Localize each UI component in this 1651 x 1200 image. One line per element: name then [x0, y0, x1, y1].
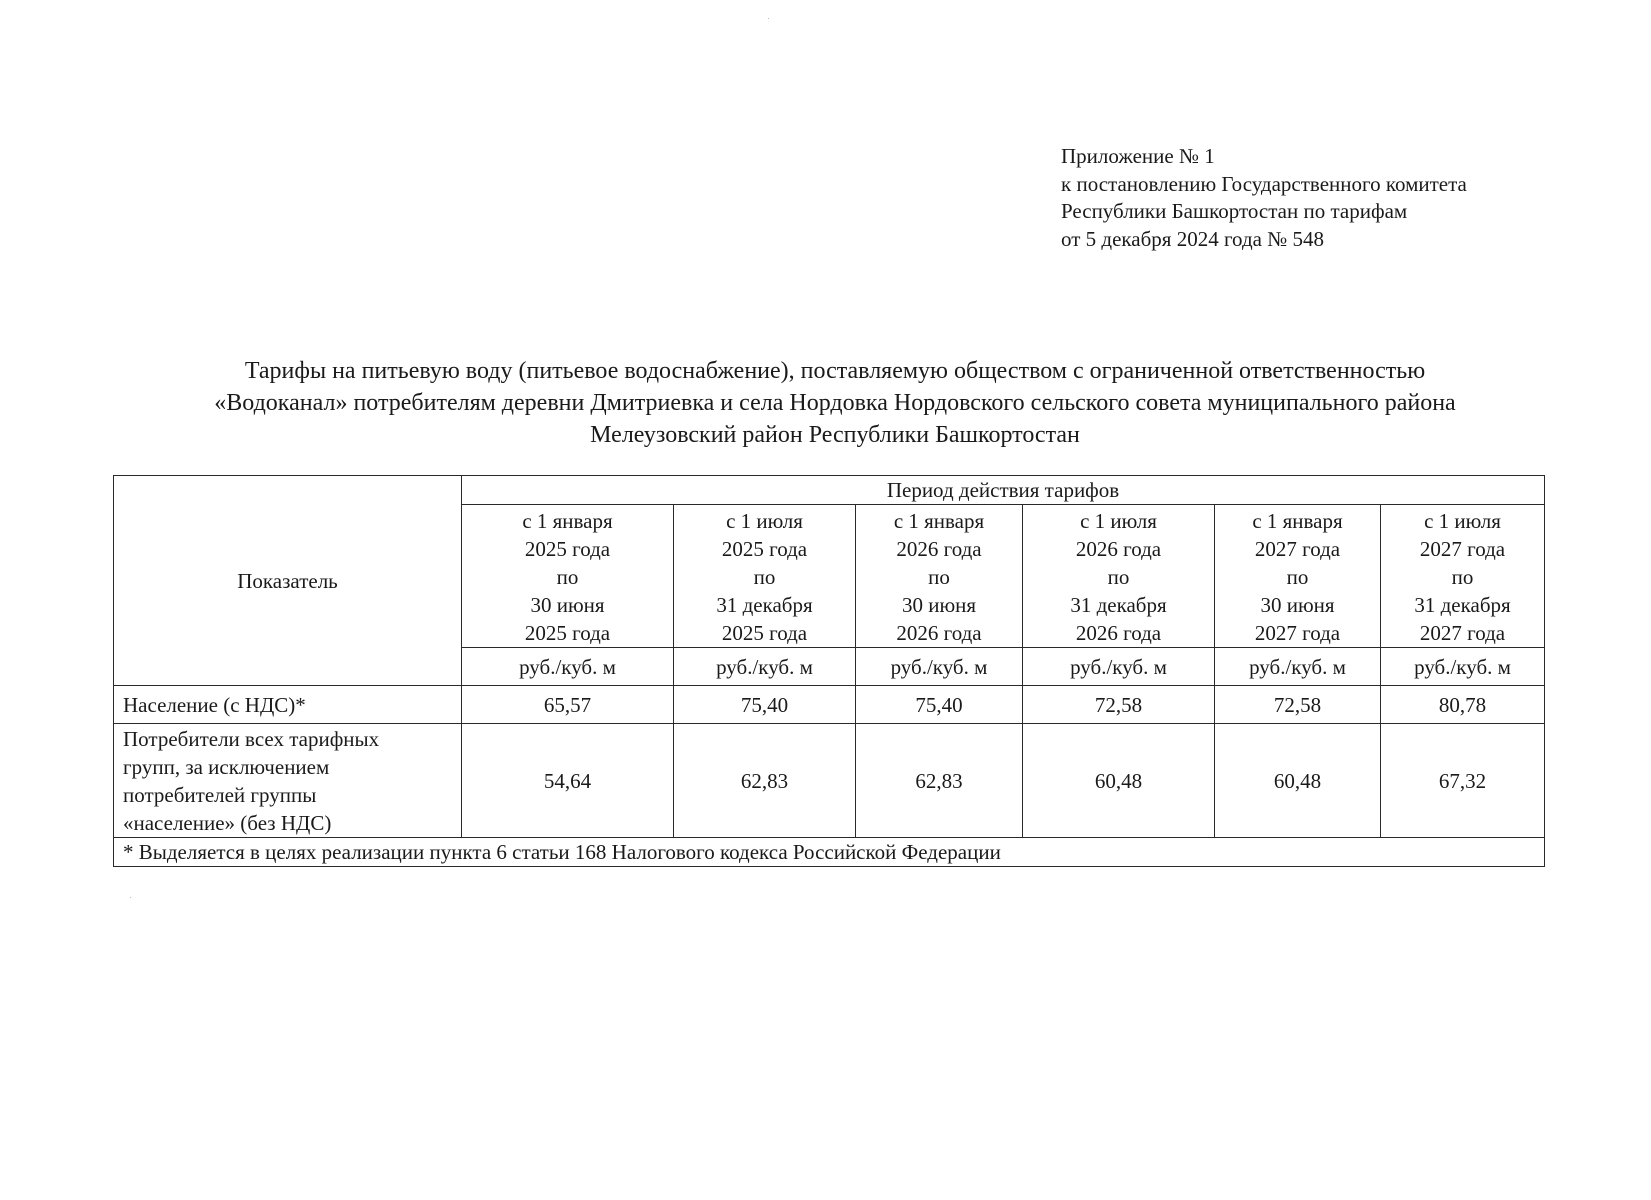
tariff-value: 80,78	[1381, 686, 1545, 724]
unit-cell: руб./куб. м	[1381, 648, 1545, 686]
period-line: 31 декабря	[1414, 593, 1511, 617]
period-line: с 1 января	[1252, 509, 1343, 533]
unit-cell: руб./куб. м	[1023, 648, 1215, 686]
table-row	[114, 686, 1545, 724]
period-line: 30 июня	[901, 593, 977, 617]
tariff-value: 75,40	[856, 686, 1023, 724]
scan-artifact	[768, 18, 769, 19]
table-row	[114, 724, 1545, 838]
row-label-line: групп, за исключением	[123, 754, 330, 779]
title-line: Мелеузовский район Республики Башкортостан	[590, 422, 1080, 448]
period-line: с 1 июля	[1424, 509, 1501, 533]
period-line: 2027 года	[1419, 621, 1506, 645]
period-line: 2026 года	[1075, 537, 1162, 561]
tariff-value: 62,83	[674, 724, 856, 838]
period-line: 2025 года	[524, 621, 611, 645]
tariff-value: 72,58	[1023, 686, 1215, 724]
period-cell	[462, 505, 674, 648]
tariff-value: 65,57	[462, 686, 674, 724]
period-line: 2027 года	[1254, 537, 1341, 561]
period-line: по	[1107, 565, 1130, 589]
period-line: 31 декабря	[716, 593, 813, 617]
unit-cell: руб./куб. м	[462, 648, 674, 686]
appendix-line: к постановлению Государственного комитета	[1061, 171, 1467, 196]
period-line: 31 декабря	[1070, 593, 1167, 617]
period-line: с 1 января	[522, 509, 613, 533]
row-label-line: Население (с НДС)*	[123, 692, 306, 717]
tariff-value: 60,48	[1023, 724, 1215, 838]
period-cell	[1023, 505, 1215, 648]
tariff-value: 67,32	[1381, 724, 1545, 838]
appendix-line: от 5 декабря 2024 года № 548	[1061, 226, 1324, 251]
period-line: по	[753, 565, 776, 589]
period-line: 2027 года	[1254, 621, 1341, 645]
period-line: 2025 года	[721, 537, 808, 561]
period-line: 30 июня	[1260, 593, 1335, 617]
period-cell	[1215, 505, 1381, 648]
period-line: 2027 года	[1419, 537, 1506, 561]
period-line: по	[556, 565, 579, 589]
period-line: по	[928, 565, 950, 589]
title-line: Тарифы на питьевую воду (питьевое водоснабжение), поставляемую обществом с ограниченной ответственностью	[244, 358, 1426, 384]
period-cell	[856, 505, 1023, 648]
period-line: 2026 года	[896, 621, 982, 645]
tariff-value: 62,83	[856, 724, 1023, 838]
tariff-table	[113, 475, 1545, 867]
tariff-value: 54,64	[462, 724, 674, 838]
period-cell	[674, 505, 856, 648]
document-title	[105, 355, 1565, 451]
period-header: Период действия тарифов	[462, 476, 1545, 505]
row-label-line: «население» (без НДС)	[123, 810, 332, 835]
period-cell	[1381, 505, 1545, 648]
tariff-value: 60,48	[1215, 724, 1381, 838]
unit-cell: руб./куб. м	[1215, 648, 1381, 686]
scan-artifact	[130, 897, 131, 898]
appendix-block	[1061, 143, 1467, 253]
period-line: с 1 июля	[726, 509, 803, 533]
row-label	[114, 686, 462, 724]
period-line: 2026 года	[1075, 621, 1162, 645]
appendix-line: Республики Башкортостан по тарифам	[1061, 199, 1408, 223]
period-line: 2025 года	[524, 537, 611, 561]
period-line: с 1 июля	[1080, 509, 1157, 533]
title-line: «Водоканал» потребителям деревни Дмитриевка и села Нордовка Нордовского сельского совета муниципального района	[214, 390, 1456, 416]
footnote: * Выделяется в целях реализации пункта 6 статьи 168 Налогового кодекса Российской Федерации	[114, 838, 1545, 867]
period-line: по	[1451, 565, 1474, 589]
tariff-value: 75,40	[674, 686, 856, 724]
period-line: 30 июня	[530, 593, 605, 617]
indicator-header: Показатель	[114, 476, 462, 686]
period-line: по	[1286, 565, 1309, 589]
period-line: 2026 года	[896, 537, 982, 561]
tariff-value: 72,58	[1215, 686, 1381, 724]
appendix-line: Приложение № 1	[1061, 144, 1215, 168]
period-line: с 1 января	[893, 509, 985, 533]
unit-cell: руб./куб. м	[674, 648, 856, 686]
unit-cell: руб./куб. м	[856, 648, 1023, 686]
row-label-line: Потребители всех тарифных	[123, 726, 380, 751]
row-label	[114, 724, 462, 838]
period-line: 2025 года	[721, 621, 808, 645]
row-label-line: потребителей группы	[123, 782, 317, 807]
